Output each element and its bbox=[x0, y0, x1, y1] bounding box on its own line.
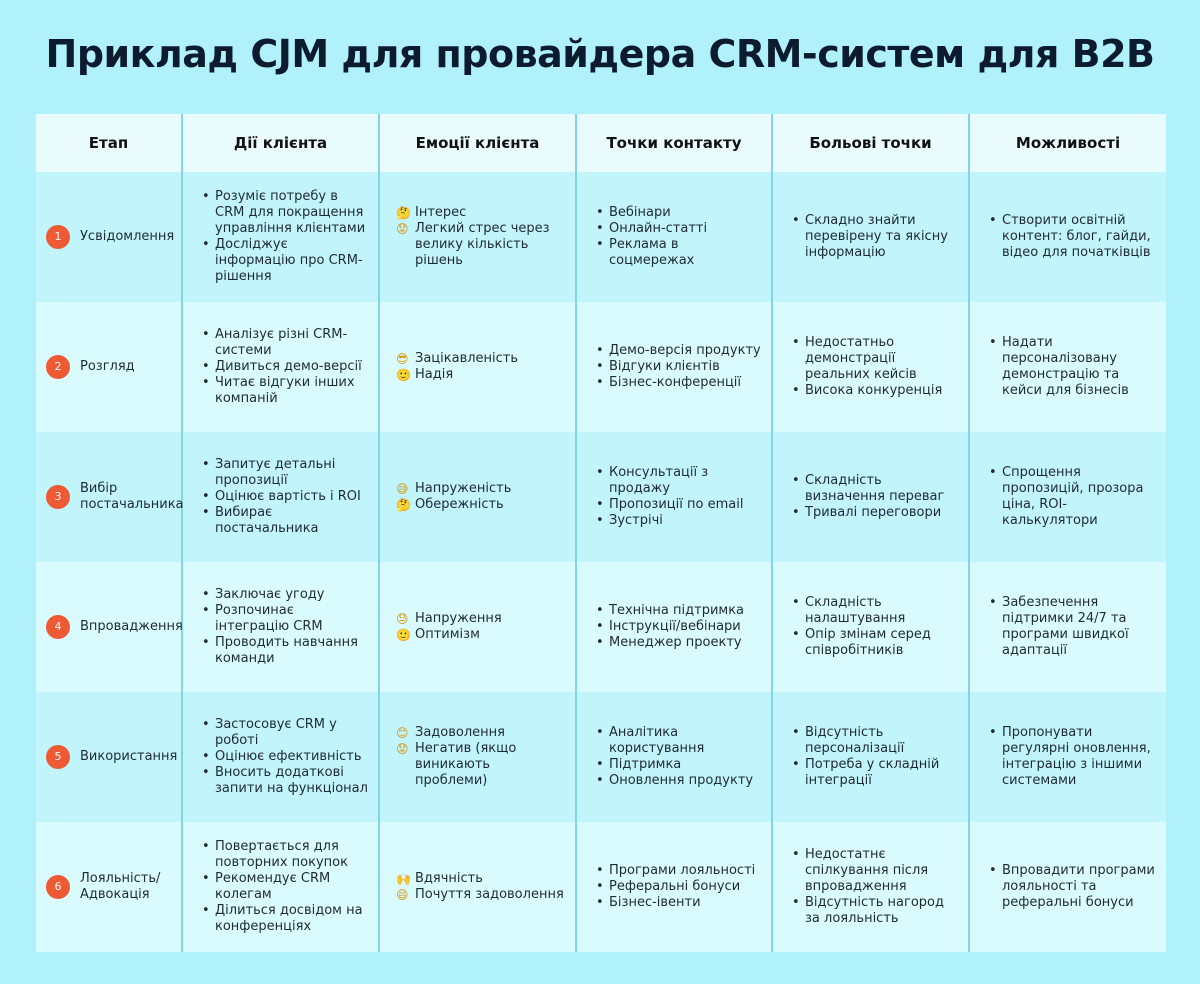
emotion-item bbox=[396, 221, 565, 269]
touchpoint-item: • Зустрічі bbox=[609, 513, 761, 529]
pain-item: • Висока конкуренція bbox=[805, 383, 958, 399]
emotion-item bbox=[396, 481, 565, 497]
opportunities-cell bbox=[969, 302, 1166, 432]
action-item: • Аналізує різні CRM-системи bbox=[215, 327, 368, 359]
stage-cell bbox=[36, 172, 182, 302]
pain-item: • Складно знайти перевірену та якісну інформацію bbox=[805, 213, 958, 261]
pains-cell bbox=[772, 432, 969, 562]
smiling-face-icon: 🙂 bbox=[396, 368, 411, 382]
pain-item: • Складність визначення переваг bbox=[805, 473, 958, 505]
opportunities-cell bbox=[969, 822, 1166, 952]
worried-face-icon: 😟 bbox=[396, 742, 409, 756]
action-item: • Читає відгуки інших компаній bbox=[215, 375, 368, 407]
table-row bbox=[36, 822, 1166, 952]
emotions-cell bbox=[379, 822, 576, 952]
pains-cell-list bbox=[773, 595, 968, 659]
action-item: • Застосовує CRM у роботі bbox=[215, 717, 368, 749]
opportunity-item: • Надати персоналізовану демонстрацію та кейси для бізнесів bbox=[1002, 335, 1156, 399]
emotion-item bbox=[396, 627, 565, 643]
table-row bbox=[36, 302, 1166, 432]
emotion-item bbox=[396, 871, 565, 887]
emotion-label: Напруженість bbox=[415, 481, 512, 496]
worried-face-icon: 😟 bbox=[396, 222, 409, 236]
header-actions: Дії клієнта bbox=[182, 114, 379, 172]
touchpoint-item: • Бізнес-конференції bbox=[609, 375, 761, 391]
actions-cell bbox=[182, 692, 379, 822]
emotion-label: Напруження bbox=[415, 611, 502, 626]
touchpoints-cell-list bbox=[577, 205, 771, 269]
stage-name: Впровадження bbox=[80, 619, 183, 634]
emotions-cell bbox=[379, 562, 576, 692]
touchpoint-item: • Онлайн-статті bbox=[609, 221, 761, 237]
stage-name: Вибір постачальника bbox=[80, 481, 184, 512]
opportunities-cell-list bbox=[970, 335, 1166, 399]
actions-cell bbox=[182, 172, 379, 302]
pains-cell bbox=[772, 562, 969, 692]
touchpoints-cell-list bbox=[577, 863, 771, 911]
pain-item: • Складність налаштування bbox=[805, 595, 958, 627]
header-row bbox=[36, 114, 1166, 172]
table-row bbox=[36, 172, 1166, 302]
opportunity-item: • Пропонувати регулярні оновлення, інтеграцію з іншими системами bbox=[1002, 725, 1156, 789]
emotion-item bbox=[396, 367, 565, 383]
touchpoint-item: • Відгуки клієнтів bbox=[609, 359, 761, 375]
actions-cell-list bbox=[183, 327, 378, 407]
emotion-label: Задоволення bbox=[415, 725, 505, 740]
grinning-sweat-face-icon: 😅 bbox=[396, 482, 409, 496]
header-touchpoints: Точки контакту bbox=[576, 114, 772, 172]
emotion-label: Легкий стрес через велику кількість рішень bbox=[415, 221, 550, 268]
action-item: • Заключає угоду bbox=[215, 587, 368, 603]
emotion-label: Надія bbox=[415, 367, 454, 382]
touchpoints-cell bbox=[576, 302, 772, 432]
emotion-label: Обережність bbox=[415, 497, 504, 512]
touchpoints-cell-list bbox=[577, 343, 771, 391]
stage-number-badge: 4 bbox=[46, 615, 70, 639]
actions-cell bbox=[182, 432, 379, 562]
emotion-item bbox=[396, 725, 565, 741]
opportunities-cell-list bbox=[970, 213, 1166, 261]
stage bbox=[36, 355, 181, 379]
pains-cell bbox=[772, 172, 969, 302]
pains-cell-list bbox=[773, 847, 968, 927]
stage-name: Розгляд bbox=[80, 359, 135, 374]
opportunities-cell-list bbox=[970, 863, 1166, 911]
action-item: • Вибирає постачальника bbox=[215, 505, 368, 537]
touchpoints-cell bbox=[576, 172, 772, 302]
actions-cell bbox=[182, 302, 379, 432]
emotions-cell bbox=[379, 302, 576, 432]
table-row bbox=[36, 562, 1166, 692]
emotions-list bbox=[380, 611, 575, 643]
sunglasses-face-icon: 😎 bbox=[396, 352, 409, 366]
stage-number-badge: 3 bbox=[46, 485, 70, 509]
pain-item: • Недостатньо демонстрації реальних кейсів bbox=[805, 335, 958, 383]
opportunities-cell bbox=[969, 432, 1166, 562]
pains-cell-list bbox=[773, 335, 968, 399]
emotions-list bbox=[380, 725, 575, 789]
action-item: • Розуміє потребу в CRM для покращення управління клієнтами bbox=[215, 189, 368, 237]
stage-cell bbox=[36, 692, 182, 822]
stage bbox=[36, 481, 184, 513]
header-pains: Больові точки bbox=[772, 114, 969, 172]
thinking-face-icon: 🤔 bbox=[396, 498, 411, 512]
pains-cell bbox=[772, 692, 969, 822]
actions-cell-list bbox=[183, 839, 378, 935]
stage-number-badge: 6 bbox=[46, 875, 70, 899]
touchpoint-item: • Програми лояльності bbox=[609, 863, 761, 879]
stage-name: Усвідомлення bbox=[80, 229, 175, 244]
stage-number-badge: 1 bbox=[46, 225, 70, 249]
emotions-list bbox=[380, 481, 575, 513]
thinking-face-icon: 🤔 bbox=[396, 206, 411, 220]
emotions-list bbox=[380, 351, 575, 383]
emotion-label: Інтерес bbox=[415, 205, 467, 220]
emotions-list bbox=[380, 871, 575, 903]
stage-name: Лояльність/ Адвокація bbox=[80, 871, 161, 902]
pain-item: • Тривалі переговори bbox=[805, 505, 958, 521]
table-row bbox=[36, 692, 1166, 822]
touchpoint-item: • Технічна підтримка bbox=[609, 603, 761, 619]
emotion-label: Негатив (якщо виникають проблеми) bbox=[415, 741, 517, 788]
pains-cell-list bbox=[773, 213, 968, 261]
touchpoint-item: • Менеджер проекту bbox=[609, 635, 761, 651]
opportunities-cell-list bbox=[970, 595, 1166, 659]
emotion-label: Вдячність bbox=[415, 871, 483, 886]
touchpoints-cell bbox=[576, 432, 772, 562]
touchpoint-item: • Реферальні бонуси bbox=[609, 879, 761, 895]
emotions-cell bbox=[379, 432, 576, 562]
emotions-cell bbox=[379, 172, 576, 302]
stage-cell bbox=[36, 562, 182, 692]
touchpoint-item: • Вебінари bbox=[609, 205, 761, 221]
header-emotions: Емоції клієнта bbox=[379, 114, 576, 172]
touchpoints-cell bbox=[576, 562, 772, 692]
action-item: • Ділиться досвідом на конференціях bbox=[215, 903, 368, 935]
touchpoint-item: • Консультації з продажу bbox=[609, 465, 761, 497]
touchpoints-cell bbox=[576, 822, 772, 952]
action-item: • Оцінює вартість і ROI bbox=[215, 489, 368, 505]
touchpoint-item: • Оновлення продукту bbox=[609, 773, 761, 789]
emotions-list bbox=[380, 205, 575, 269]
table-row bbox=[36, 432, 1166, 562]
touchpoints-cell-list bbox=[577, 725, 771, 789]
actions-cell-list bbox=[183, 587, 378, 667]
opportunity-item: • Спрощення пропозицій, прозора ціна, ROI-калькулятори bbox=[1002, 465, 1156, 529]
happy-face-icon: 😊 bbox=[396, 726, 409, 740]
opportunities-cell bbox=[969, 692, 1166, 822]
emotion-item bbox=[396, 351, 565, 367]
pain-item: • Відсутність нагород за лояльність bbox=[805, 895, 958, 927]
stage bbox=[36, 871, 181, 903]
touchpoint-item: • Інструкції/вебінари bbox=[609, 619, 761, 635]
touchpoint-item: • Підтримка bbox=[609, 757, 761, 773]
action-item: • Запитує детальні пропозиції bbox=[215, 457, 368, 489]
touchpoints-cell-list bbox=[577, 465, 771, 529]
opportunity-item: • Забезпечення підтримки 24/7 та програми швидкої адаптації bbox=[1002, 595, 1156, 659]
emotion-label: Почуття задоволення bbox=[415, 887, 564, 902]
opportunity-item: • Впровадити програми лояльності та реферальні бонуси bbox=[1002, 863, 1156, 911]
actions-cell-list bbox=[183, 457, 378, 537]
header-opportunities: Можливості bbox=[969, 114, 1166, 172]
stage-cell bbox=[36, 432, 182, 562]
touchpoints-cell bbox=[576, 692, 772, 822]
emotion-item bbox=[396, 497, 565, 513]
action-item: • Розпочинає інтеграцію CRM bbox=[215, 603, 368, 635]
raised-hands-icon: 🙌 bbox=[396, 872, 411, 886]
actions-cell bbox=[182, 822, 379, 952]
pains-cell-list bbox=[773, 725, 968, 789]
emotion-label: Зацікавленість bbox=[415, 351, 519, 366]
stage bbox=[36, 745, 181, 769]
actions-cell-list bbox=[183, 717, 378, 797]
pain-item: • Опір змінам серед співробітників bbox=[805, 627, 958, 659]
touchpoint-item: • Демо-версія продукту bbox=[609, 343, 761, 359]
touchpoint-item: • Пропозиції по email bbox=[609, 497, 761, 513]
opportunities-cell bbox=[969, 562, 1166, 692]
action-item: • Досліджує інформацію про CRM-рішення bbox=[215, 237, 368, 285]
action-item: • Оцінює ефективність bbox=[215, 749, 368, 765]
pains-cell-list bbox=[773, 473, 968, 521]
opportunities-cell bbox=[969, 172, 1166, 302]
cjm-table bbox=[36, 114, 1166, 952]
smiling-face-icon: 🙂 bbox=[396, 628, 411, 642]
touchpoint-item: • Аналітика користування bbox=[609, 725, 761, 757]
actions-cell bbox=[182, 562, 379, 692]
stage-cell bbox=[36, 822, 182, 952]
touchpoint-item: • Реклама в соцмережах bbox=[609, 237, 761, 269]
stage-name: Використання bbox=[80, 749, 178, 764]
action-item: • Дивиться демо-версії bbox=[215, 359, 368, 375]
pain-item: • Потреба у складній інтеграції bbox=[805, 757, 958, 789]
opportunities-cell-list bbox=[970, 465, 1166, 529]
actions-cell-list bbox=[183, 189, 378, 285]
grinning-face-icon: 😄 bbox=[396, 888, 409, 902]
action-item: • Повертається для повторних покупок bbox=[215, 839, 368, 871]
action-item: • Рекомендує CRM колегам bbox=[215, 871, 368, 903]
downcast-sweat-face-icon: 😓 bbox=[396, 612, 409, 626]
pain-item: • Недостатнє спілкування після впровадження bbox=[805, 847, 958, 895]
emotions-cell bbox=[379, 692, 576, 822]
opportunity-item: • Створити освітній контент: блог, гайди, відео для початківців bbox=[1002, 213, 1156, 261]
pains-cell bbox=[772, 302, 969, 432]
header-stage: Етап bbox=[36, 114, 182, 172]
page-title: Приклад CJM для провайдера CRM-систем для B2B bbox=[45, 32, 1155, 76]
emotion-item bbox=[396, 741, 565, 789]
action-item: • Проводить навчання команди bbox=[215, 635, 368, 667]
stage-number-badge: 5 bbox=[46, 745, 70, 769]
action-item: • Вносить додаткові запити на функціонал bbox=[215, 765, 368, 797]
stage-cell bbox=[36, 302, 182, 432]
opportunities-cell-list bbox=[970, 725, 1166, 789]
emotion-item bbox=[396, 205, 565, 221]
pains-cell bbox=[772, 822, 969, 952]
stage bbox=[36, 615, 181, 639]
emotion-label: Оптимізм bbox=[415, 627, 480, 642]
touchpoints-cell-list bbox=[577, 603, 771, 651]
pain-item: • Відсутність персоналізації bbox=[805, 725, 958, 757]
stage-number-badge: 2 bbox=[46, 355, 70, 379]
emotion-item bbox=[396, 611, 565, 627]
stage bbox=[36, 225, 181, 249]
touchpoint-item: • Бізнес-івенти bbox=[609, 895, 761, 911]
emotion-item bbox=[396, 887, 565, 903]
